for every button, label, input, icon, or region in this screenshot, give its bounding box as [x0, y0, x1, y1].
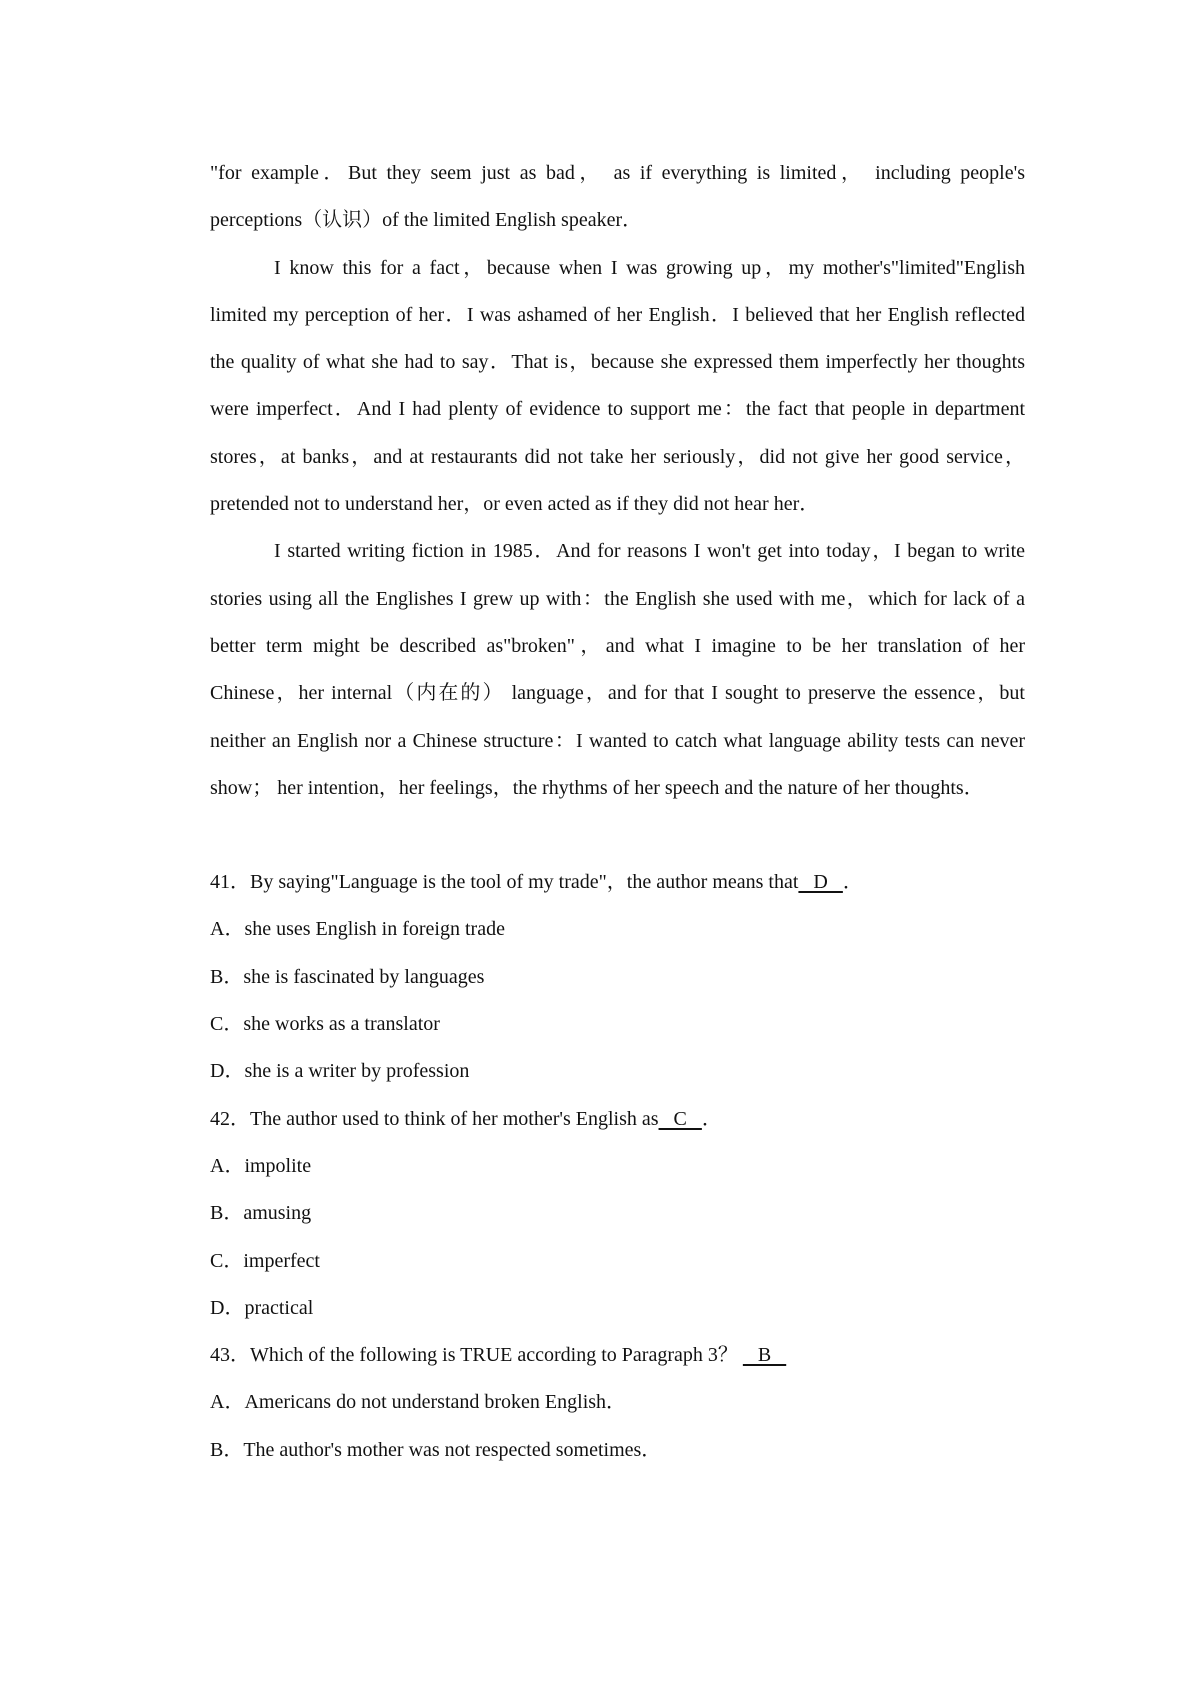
- option-b: B．she is fascinated by languages: [210, 965, 485, 988]
- option-d: D．she is a writer by profession: [210, 1060, 470, 1083]
- passage-paragraph-3: I started writing fiction in 1985．And for reasons I won't get into today，I began to write stories using all the Englishes I grew up with：the English she used with me，which for lack of a better term might be described as"broken"，and what I imagine to be her translation of her Chinese，her internal（内在的） language，and for that I sought to preserve the essence，but neither an English nor a Chinese structure：I wanted to catch what language ability tests can never show； her intention，her feelings，the rhythms of her speech and the nature of her thoughts．: [210, 540, 1025, 799]
- question-42: [210, 1096, 1025, 1332]
- option-d: D．practical: [210, 1296, 314, 1319]
- option-b: B．The author's mother was not respected sometimes．: [210, 1438, 662, 1461]
- question-suffix: ．: [701, 1107, 722, 1130]
- question-stem: [210, 859, 1025, 906]
- answer-blank: C: [658, 1107, 702, 1130]
- option-a: A．Americans do not understand broken English．: [210, 1391, 627, 1414]
- option-c: C．imperfect: [210, 1249, 320, 1272]
- question-suffix: ．: [842, 871, 863, 894]
- answer-blank: D: [798, 871, 843, 894]
- question-stem-text: 43．Which of the following is TRUE according to Paragraph 3？: [210, 1344, 743, 1367]
- section-gap: [210, 812, 1025, 859]
- question-stem-text: 42．The author used to think of her mother's English as: [210, 1107, 659, 1130]
- option-a: A．she uses English in foreign trade: [210, 918, 505, 941]
- option-b: B．amusing: [210, 1202, 312, 1225]
- question-stem: [210, 1096, 1025, 1143]
- document-page: [210, 150, 1025, 1474]
- question-stem-text: 41．By saying"Language is the tool of my trade"，the author means that: [210, 871, 799, 894]
- option-a: A．impolite: [210, 1154, 312, 1177]
- option-c: C．she works as a translator: [210, 1013, 440, 1036]
- answer-blank: B: [742, 1344, 787, 1367]
- passage-paragraph-1: "for example．But they seem just as bad， as if everything is limited， including people's perceptions（认识）of the limited English speaker．: [210, 162, 1025, 232]
- question-41: [210, 859, 1025, 1095]
- question-stem: [210, 1332, 1025, 1379]
- question-43: [210, 1332, 1025, 1474]
- passage-paragraph-2: I know this for a fact，because when I was growing up，my mother's"limited"English limited my perception of her．I was ashamed of her English．I believed that her English reflected the quality of what she had to say．That is，because she expressed them imperfectly her thoughts were imperfect．And I had plenty of evidence to support me：the fact that people in department stores，at banks，and at restaurants did not take her seriously，did not give her good service，pretended not to understand her，or even acted as if they did not hear her．: [210, 256, 1025, 516]
